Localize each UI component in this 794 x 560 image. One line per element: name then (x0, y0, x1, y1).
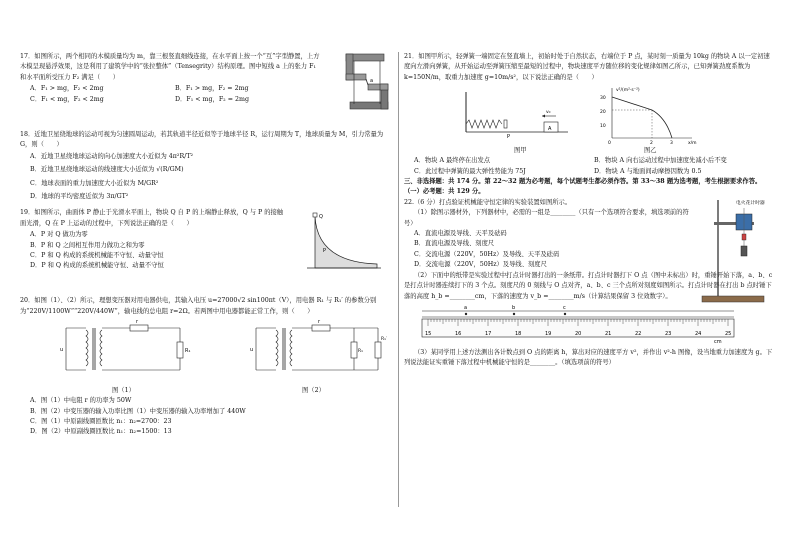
q21-label-v0: v₀ (546, 110, 551, 116)
q21-graph-xlabel: x/m (688, 141, 697, 145)
question-19 (20, 208, 392, 296)
q21-ytick-10: 10 (600, 124, 606, 130)
q22-option-a: A．直流电源及导线、天平及砝码 (414, 230, 507, 238)
q17-option-a: A．F₁ > mg，F₂ < 2mg (30, 85, 104, 93)
q21-figures (404, 84, 774, 156)
q21-xtick-2: 2 (650, 141, 653, 145)
q19-label-p: P (323, 248, 327, 255)
left-column (20, 52, 392, 438)
q18-option-a: A．近地卫星绕地球运动的向心加速度大小近似为 4π²R/T² (30, 152, 194, 160)
ruler-number: 15 (425, 330, 432, 337)
q21-xtick-3: 3 (670, 141, 673, 145)
ruler-number: 16 (455, 330, 462, 337)
q20-label-r1-load: R₁ (185, 348, 191, 355)
q19-option-c: C．P 和 Q 构成的系统机械能不守恒、动量守恒 (30, 252, 164, 260)
q22-point-a: a (464, 304, 468, 311)
q21-xtick-0: 0 (608, 141, 611, 145)
q19-text: 19．如图所示，曲面体 P 静止于光滑水平面上，物块 Q 自 P 的上端静止释放，Q 与 P 的接触面光滑，Q 在 P 上运动的过程中，下列说法正确的是（ ） (20, 209, 284, 227)
q17-figure (342, 52, 392, 114)
q20-label-r1-2: R₁ (358, 349, 363, 355)
q18-option-b: B．近地卫星绕地球运动的线速度大小近似为 √(R/GM) (30, 166, 184, 174)
q21-label-a: A (548, 126, 552, 133)
q21-figure-jia (460, 88, 570, 138)
q21-label-p: P (507, 134, 511, 139)
q20-circuit-2 (250, 320, 390, 386)
q21-caption-jia: 图甲 (514, 147, 527, 155)
ruler-number: 25 (725, 330, 732, 337)
q20-label-r1: r (136, 320, 139, 326)
q17-options (20, 84, 320, 105)
q20-label-r1prime: R₁′ (381, 337, 387, 343)
ruler-number: 18 (515, 330, 522, 337)
q21-option-a: A．物块 A 最终停在出发点 (414, 157, 491, 165)
question-17 (20, 52, 392, 130)
q20-label-u2: u (250, 347, 254, 354)
column-divider (398, 52, 399, 507)
q22-option-d: D．交流电源（220V，50Hz）及导线、刻度尺 (414, 261, 547, 269)
q20-label-r2: r (318, 320, 321, 326)
ruler-number: 17 (485, 330, 492, 337)
q19-option-b: B．P 和 Q 之间相互作用力做功之和为零 (30, 241, 145, 249)
q22-option-b: B．直流电源及导线、刻度尺 (414, 240, 495, 248)
q21-option-d: D．物块 A 与地面间动摩擦因数为 0.5 (594, 167, 702, 175)
q18-option-d: D．地球的平均密度近似为 3π/GT² (30, 193, 129, 201)
q22-timer-label: 电火花计时器 (736, 200, 765, 206)
q17-option-b: B．F₁ > mg，F₂ = 2mg (175, 85, 249, 93)
q20-option-d: D．图（2）中原副线圈匝数比 n₁：n₂=1500：13 (30, 428, 172, 436)
q19-label-q: Q (319, 214, 323, 221)
q18-text: 18．近地卫星绕地球的运动可视为匀速圆周运动，若其轨道半径近似等于地球半径 R，运行周期为 T，地球质量为 M，引力常量为 G，则（ ） (20, 131, 384, 149)
ruler-number: 20 (575, 330, 582, 337)
q22-ruler-unit: cm (714, 338, 722, 345)
q20-circuit-1 (60, 320, 200, 386)
q20-caption-1: 图（1） (112, 387, 135, 395)
q19-figure (303, 212, 381, 274)
q22-part-1: （1）除图示器材外，下列器材中，必需的一组是________（只有一个选项符合要求，填选项前的符号） (404, 209, 689, 227)
q17-option-d: D．F₁ < mg，F₂ = 2mg (175, 95, 249, 103)
right-column (404, 52, 774, 369)
q19-option-a: A．P 对 Q 做功为零 (30, 231, 88, 239)
q22-apparatus-figure (696, 196, 772, 308)
section-3-header: 三、非选择题：共 174 分。第 22～32 题为必考题，每个试题考生都必须作答。第 33～38 题为选考题，考生根据要求作答。 (404, 178, 762, 186)
q22-point-b: b (512, 304, 516, 311)
q20-figures (20, 318, 392, 396)
q21-caption-yi: 图乙 (644, 147, 657, 155)
q20-text: 20．如图（1）、（2）所示，理想变压器对用电器供电，其输入电压 u=27000√2 sin100πt（V），用电器 R₁ 与 R₁′ 的参数分别为“220V/1100W”“220V/440W”，输电线的总电阻 r=2Ω。若两图中用电器都能正常工作，则（ ） (20, 297, 377, 315)
question-20 (20, 296, 392, 437)
question-18 (20, 130, 392, 202)
q21-ytick-30: 30 (600, 96, 606, 102)
q21-option-b: B．物块 A 向右运动过程中加速度先减小后不变 (594, 157, 727, 165)
q22-point-c: c (563, 304, 566, 311)
q20-caption-2: 图（2） (302, 387, 325, 395)
q17-label-a: a (370, 78, 374, 84)
q21-text: 21．如图甲所示，轻弹簧一端固定在竖直墙上，初始时处于自然状态，右端位于 P 点，某时刻一质量为 10kg 的物块 A 以一定初速度向左滑向弹簧，从开始运动至弹簧压缩至最短的过程中，物块速度平方随位移的变化规律如图乙所示，已知弹簧劲度系数为 k=150N/m，取重力加速度 g=10m/s²，以下说法正确的是（ ） (404, 53, 770, 81)
q22-ruler-figure (418, 305, 738, 345)
q22-option-c: C．交流电源（220V，50Hz）及导线、天平及砝码 (414, 250, 560, 258)
ruler-number: 21 (605, 330, 612, 337)
q22-intro: 22.（6 分）打点验证机械能守恒定律的实验装置如图所示。 (404, 198, 572, 206)
q21-figure-yi (592, 84, 702, 144)
q21-ytick-20: 20 (600, 110, 606, 116)
ruler-number: 19 (545, 330, 552, 337)
q21-option-c: C．此过程中弹簧的最大弹性势能为 75J (414, 167, 526, 175)
section-3-subheader: （一）必考题：共 129 分。 (404, 188, 485, 196)
ruler-number: 24 (695, 330, 702, 337)
q22-part-3: （3）某同学用上述方法测出各计数点到 O 点的距离 h，算出对应的速度平方 v²，并作出 v²-h 图像，设当地重力加速度为 g。下列说法能证实重锤下落过程中机械能守恒的是________。（填选项前的符号） (404, 348, 773, 367)
q17-text: 17．如图所示，两个相同的木模质量均为 m，靠三根竖直细线连接，在水平面上按一个“互”字型静置，上方木模呈现悬浮效果，这是利用了建筑学中的“张拉整体”（Tensegrity）结构原理。图中短线 a 上的张力 F₁ 和水平面所受压力 F₂ 满足（ ） (20, 53, 320, 81)
question-21 (404, 52, 774, 177)
q17-option-c: C．F₁ < mg，F₂ < 2mg (30, 95, 104, 103)
q22-part-2: （2）下面中的纸带是实验过程中打点计时器打出的一条纸带。打点计时器打下 O 点（图中未标出）时，重锤开始下落，a、b、c 是打点计时器连续打下的 3 个点。刻度尺的 0 刻线与 O 点对齐，a、b、c 三个点所对刻度如图所示。打点计时器在打出 b 点时锤下落的高度 h_b =________cm，下落的速度为 v_b =________m/s（计算结果保留 3 位效数字）。 (404, 271, 773, 300)
q21-graph-ylabel: v²/(m²·s⁻²) (616, 88, 640, 94)
q20-option-c: C．图（1）中原副线圈匝数比 n₁：n₂=2700：23 (30, 418, 172, 426)
q19-option-d: D．P 和 Q 构成的系统机械能守恒、动量不守恒 (30, 262, 164, 270)
ruler-number: 23 (665, 330, 672, 337)
q20-option-a: A．图（1）中电阻 r 的功率为 50W (30, 397, 132, 405)
question-22 (404, 198, 774, 369)
q18-option-c: C．地球表面的重力加速度大小近似为 M/GR² (30, 179, 159, 187)
ruler-number: 22 (635, 330, 642, 337)
q20-option-b: B．图（2）中变压器的输入功率比图（1）中变压器的输入功率增加了 440W (30, 407, 246, 415)
q20-label-u1: u (60, 347, 64, 354)
